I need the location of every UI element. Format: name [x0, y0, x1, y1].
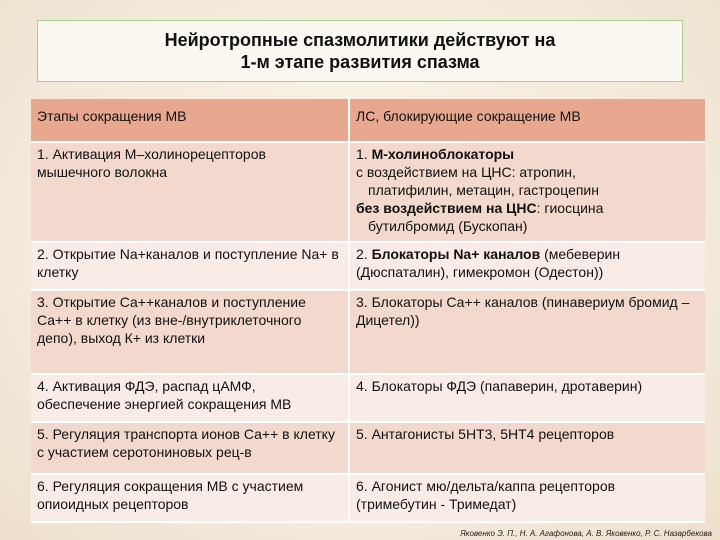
header-drugs: ЛС, блокирующие сокращение МВ: [349, 99, 705, 142]
title-line-2: 1-м этапе развития спазма: [240, 52, 480, 72]
drug-line: бутилбромид (Бускопан): [368, 218, 528, 234]
drug-subclass-bold: без воздействием на ЦНС: [356, 200, 537, 216]
stage-cell: 2. Открытие Na+каналов и поступление Na+ в клетку: [31, 242, 349, 290]
drug-cell: 6. Агонист мю/дельта/каппа рецепторов (тримебутин - Тримедат): [349, 474, 705, 522]
stage-cell: 6. Регуляция сокращения МВ с участием опиоидных рецепторов: [31, 474, 349, 522]
stage-cell: 4. Активация ФДЭ, распад цАМФ, обеспечение энергией сокращения МВ: [31, 374, 349, 422]
table-row: [31, 422, 705, 474]
stage-cell: 1. Активация М–холинорецепторов мышечного волокна: [31, 142, 349, 242]
stage-cell: 3. Открытие Са++каналов и поступление Са++ в клетку (из вне-/внутриклеточного депо), выход К+ из клетки: [31, 290, 349, 374]
table-row: [31, 142, 705, 242]
table-header-row: [31, 99, 705, 142]
drug-cell: [349, 142, 705, 242]
slide-title: [37, 20, 683, 82]
drug-line: платифилин, метацин, гастроцепин: [368, 182, 599, 198]
author-credit: Яковенко Э. П., Н. А. Агафонова, А. В. Яковенко, Р. С. Назарбекова: [460, 529, 712, 538]
drug-line: [356, 145, 699, 163]
drug-line: с воздействием на ЦНС: атропин,: [356, 164, 576, 180]
drug-class-bold: Блокаторы Na+ каналов: [371, 246, 541, 262]
spasmolytics-table: [31, 99, 705, 523]
drug-cell: [349, 242, 705, 290]
table-row: [31, 474, 705, 522]
drug-line: [356, 199, 699, 217]
drug-prefix: 1.: [356, 146, 372, 162]
title-line-1: Нейротропные спазмолитики действуют на: [164, 30, 556, 50]
stage-cell: 5. Регуляция транспорта ионов Са++ в клетку с участием серотониновых рец-в: [31, 422, 349, 474]
header-stages: Этапы сокращения МВ: [31, 99, 349, 142]
drug-subclass-rest: : гиосцина: [536, 200, 604, 216]
table-row: [31, 290, 705, 374]
drug-cell: 4. Блокаторы ФДЭ (папаверин, дротаверин): [349, 374, 705, 422]
drug-class-bold: М-холиноблокаторы: [371, 146, 515, 162]
table-row: [31, 242, 705, 290]
drug-cell: 3. Блокаторы Са++ каналов (пинавериум бромид – Дицетел)): [349, 290, 705, 374]
drug-prefix: 2.: [356, 246, 372, 262]
table-row: [31, 374, 705, 422]
drug-cell: 5. Антагонисты 5НТ3, 5НТ4 рецепторов: [349, 422, 705, 474]
drug-rest: (мебеверин (Дюспаталин), гимекромон (Одестон)): [356, 246, 621, 280]
